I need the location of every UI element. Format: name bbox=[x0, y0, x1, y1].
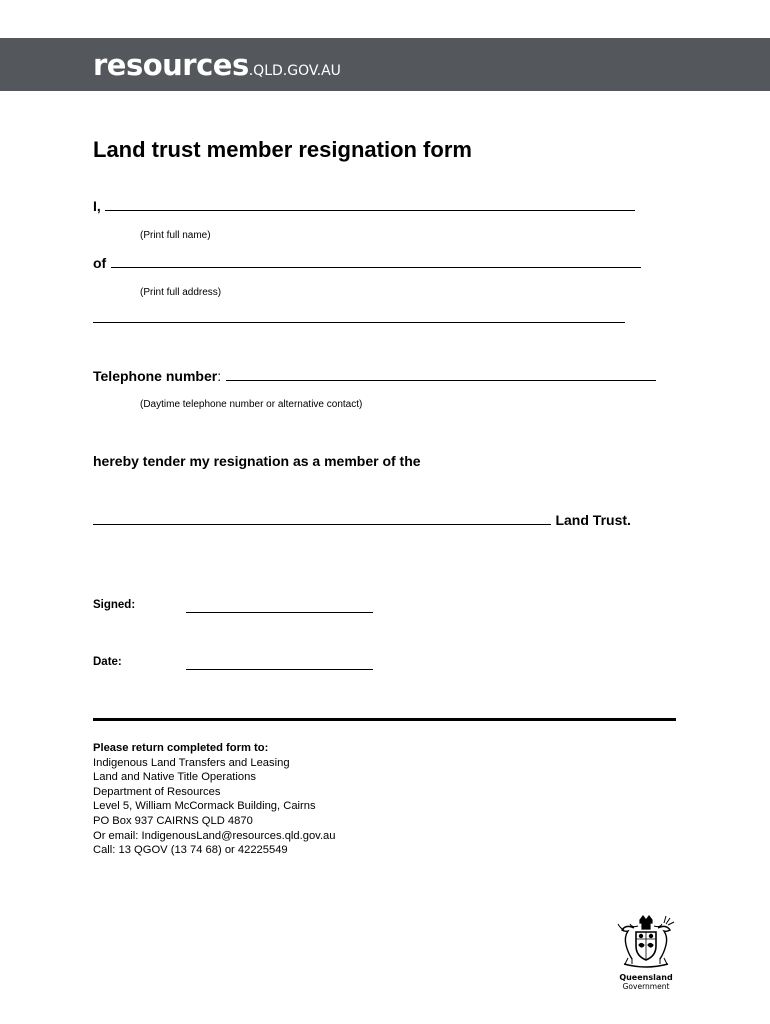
logo-domain: .QLD.GOV.AU bbox=[248, 63, 341, 79]
signed-row bbox=[186, 600, 373, 618]
return-line: PO Box 937 CAIRNS QLD 4870 bbox=[93, 814, 253, 827]
gov-name-line2: Government bbox=[622, 982, 670, 991]
section-divider bbox=[93, 718, 676, 721]
gov-name-line1: Queensland bbox=[619, 973, 673, 982]
return-info bbox=[93, 741, 336, 858]
telephone-field[interactable] bbox=[226, 368, 656, 381]
address-prefix: of bbox=[93, 255, 107, 271]
address-row-2 bbox=[93, 310, 625, 328]
return-line-phone: Call: 13 QGOV (13 74 68) or 42225549 bbox=[93, 844, 288, 857]
telephone-row bbox=[93, 368, 656, 386]
logo-wordmark: resources bbox=[93, 48, 249, 82]
return-line: Indigenous Land Transfers and Leasing bbox=[93, 756, 290, 769]
name-row bbox=[93, 198, 635, 216]
address-field-line2[interactable] bbox=[93, 310, 625, 323]
name-field[interactable] bbox=[105, 198, 635, 211]
return-line-email: Or email: IndigenousLand@resources.qld.gov.au bbox=[93, 829, 336, 842]
return-line: Department of Resources bbox=[93, 785, 221, 798]
address-row bbox=[93, 255, 641, 273]
signed-label: Signed: bbox=[93, 599, 136, 611]
queensland-government-logo bbox=[614, 914, 678, 991]
return-heading: Please return completed form to: bbox=[93, 742, 269, 754]
return-line: Level 5, William McCormack Building, Cairns bbox=[93, 800, 316, 813]
resources-logo bbox=[93, 48, 341, 82]
land-trust-suffix: Land Trust. bbox=[555, 512, 631, 528]
tender-statement: hereby tender my resignation as a member of the bbox=[93, 453, 421, 469]
name-hint: (Print full name) bbox=[140, 230, 211, 241]
land-trust-field[interactable] bbox=[93, 512, 551, 525]
name-prefix: I, bbox=[93, 198, 101, 214]
address-hint: (Print full address) bbox=[140, 287, 222, 298]
date-field[interactable] bbox=[186, 657, 373, 670]
signature-field[interactable] bbox=[186, 600, 373, 613]
date-label: Date: bbox=[93, 656, 122, 668]
page-title: Land trust member resignation form bbox=[93, 137, 472, 162]
telephone-colon: : bbox=[217, 368, 222, 384]
address-field[interactable] bbox=[111, 255, 641, 268]
return-line: Land and Native Title Operations bbox=[93, 771, 256, 784]
telephone-label: Telephone number bbox=[93, 368, 218, 384]
site-header bbox=[0, 38, 770, 91]
telephone-hint: (Daytime telephone number or alternative contact) bbox=[140, 399, 363, 410]
date-row bbox=[186, 657, 373, 675]
land-trust-row bbox=[93, 512, 631, 530]
queensland-crest-icon bbox=[614, 914, 678, 970]
